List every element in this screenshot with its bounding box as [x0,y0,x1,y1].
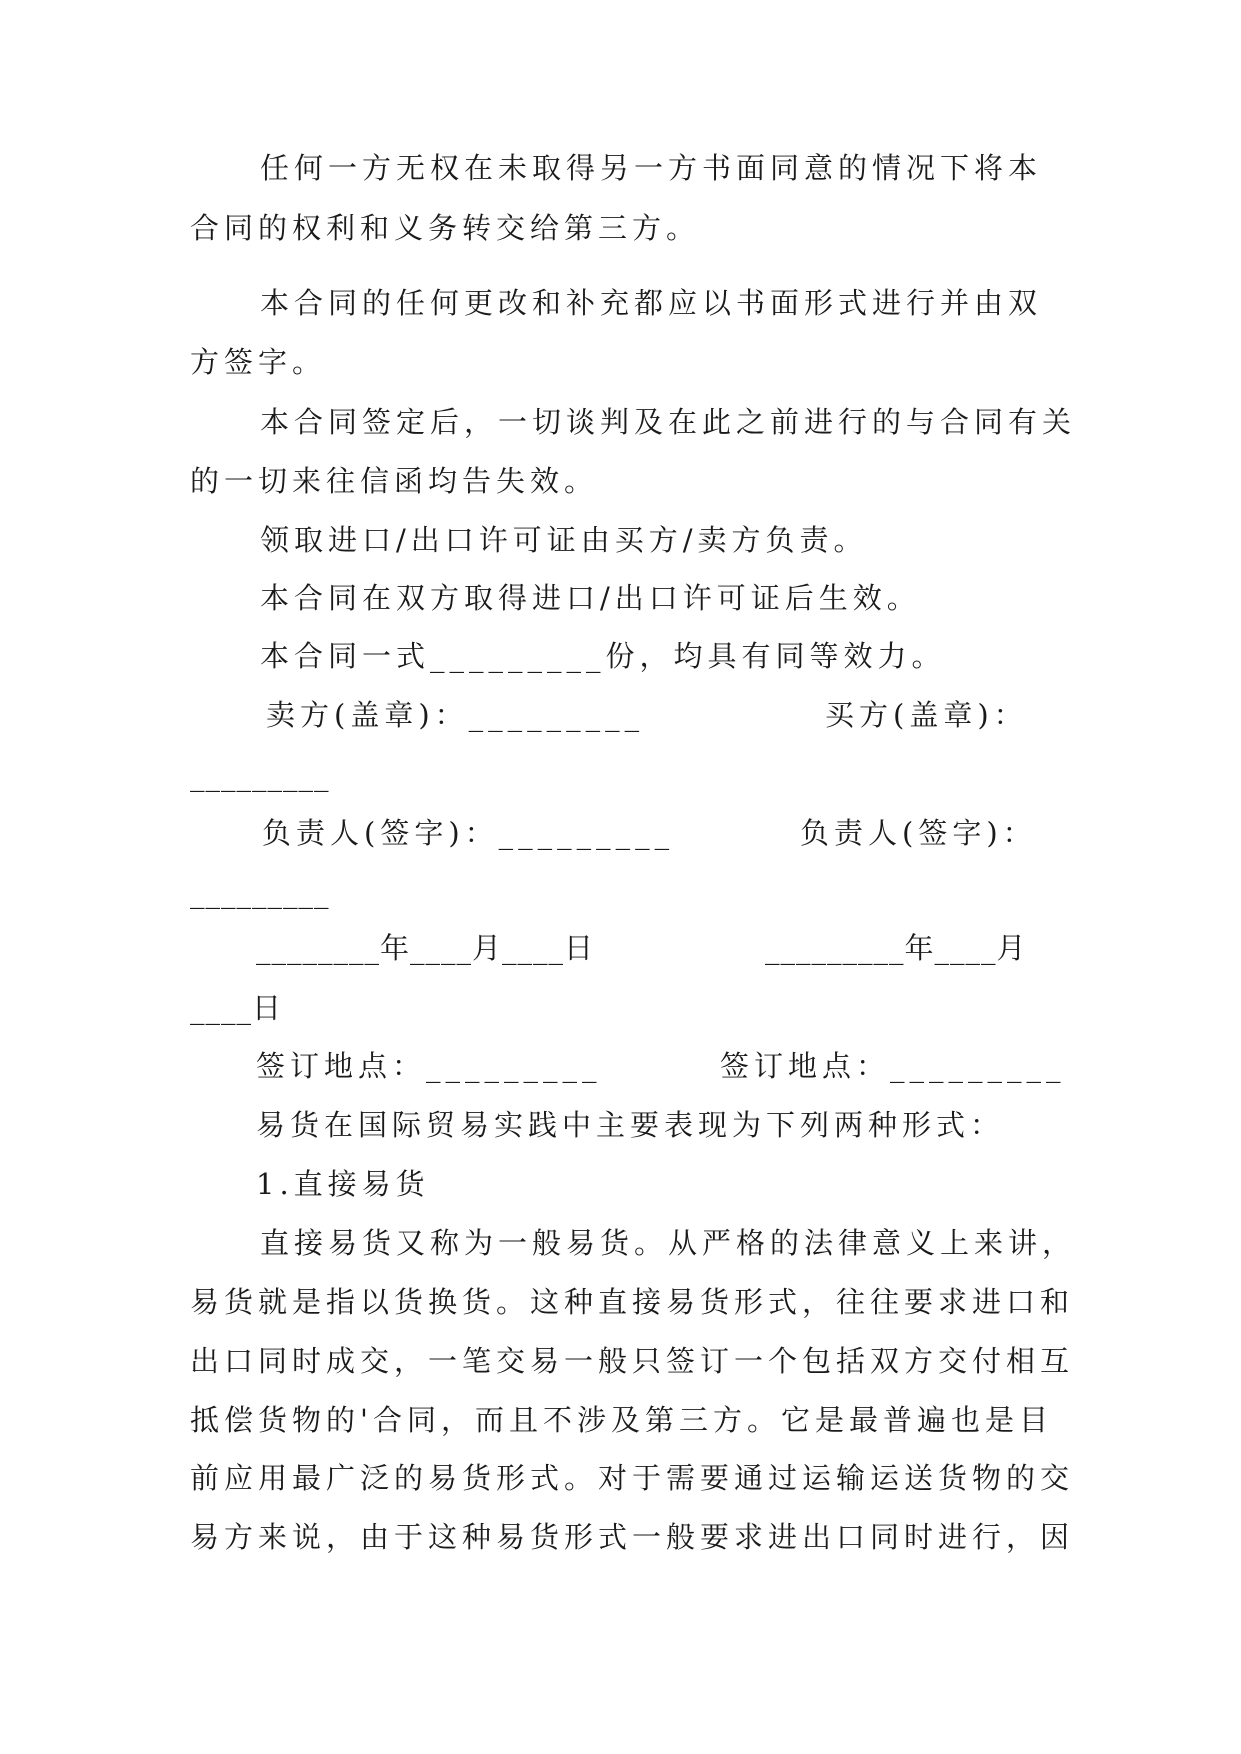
date-day-line: ____日 [190,991,283,1025]
buyer-date-line: _________年____月 [765,931,1027,965]
text-line: 任何一方无权在未取得另一方书面同意的情况下将本 [260,151,1043,185]
seller-place-line: 签订地点：_________ [256,1049,602,1083]
seller-signature-line: 负责人(签字)：_________ [262,816,675,850]
text-line: 出口同时成交，一笔交易一般只签订一个包括双方交付相互 [190,1344,1075,1378]
blank-underline: _________ [190,875,330,909]
text-line: 的一切来往信函均告失效。 [190,464,599,498]
text-line: 本合同在双方取得进口/出口许可证后生效。 [260,581,921,615]
text-line: 易货在国际贸易实践中主要表现为下列两种形式： [256,1108,1005,1142]
buyer-signature-line: 负责人(签字)： [800,816,1037,850]
text-line: 易货就是指以货换货。这种直接易货形式，往往要求进口和 [190,1285,1075,1319]
text-line: 前应用最广泛的易货形式。对于需要通过运输运送货物的交 [190,1461,1075,1495]
text-line: 合同的权利和义务转交给第三方。 [190,211,701,245]
text-line: 本合同一式_________份，均具有同等效力。 [260,639,946,673]
text-line: 方签字。 [190,345,327,379]
seller-date-line: ________年____月____日 [256,931,595,965]
text-line: 领取进口/出口许可证由买方/卖方负责。 [260,523,868,557]
text-line: 直接易货又称为一般易货。从严格的法律意义上来讲， [260,1226,1077,1260]
text-line: 本合同签定后，一切谈判及在此之前进行的与合同有关 [260,405,1077,439]
text-line: 易方来说，由于这种易货形式一般要求进出口同时进行，因 [190,1520,1075,1554]
blank-underline: _________ [190,758,330,792]
buyer-seal-line: 买方(盖章)： [825,698,1028,732]
section-heading: 1.直接易货 [256,1167,430,1201]
buyer-place-line: 签订地点：_________ [720,1049,1066,1083]
text-line: 本合同的任何更改和补充都应以书面形式进行并由双 [260,286,1043,320]
text-line: 抵偿货物的'合同，而且不涉及第三方。它是最普遍也是目 [190,1403,1053,1437]
seller-seal-line: 卖方(盖章)：_________ [266,698,645,732]
